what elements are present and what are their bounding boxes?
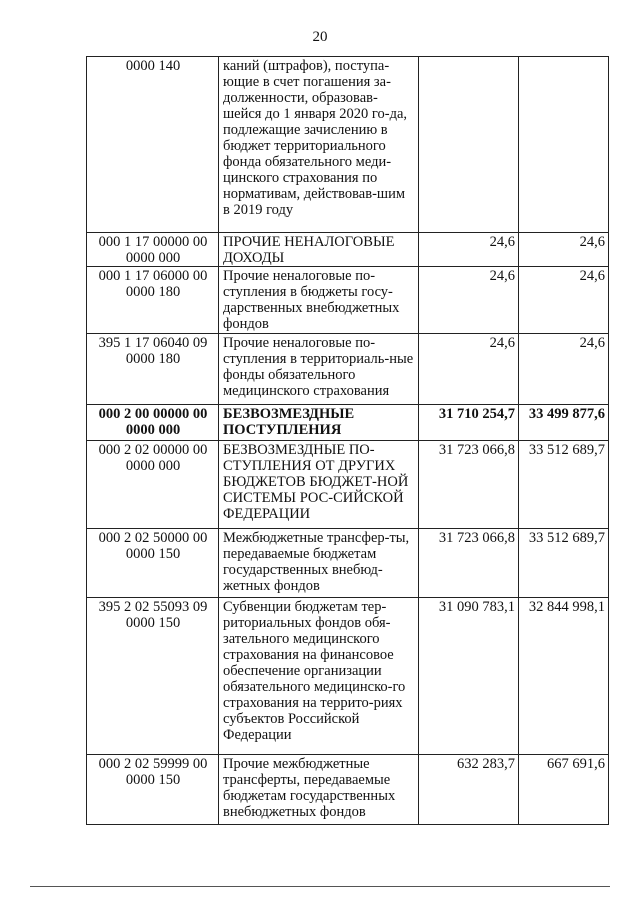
budget-revenue-table (86, 56, 609, 825)
amount-cell: 33 512 689,7 (519, 441, 609, 529)
table-row (87, 441, 609, 529)
amount-cell: 32 844 998,1 (519, 598, 609, 755)
amount-cell: 33 512 689,7 (519, 529, 609, 598)
table-row (87, 334, 609, 405)
table-row (87, 755, 609, 825)
amount-cell: 24,6 (519, 267, 609, 334)
revenue-name-cell: каний (штрафов), поступа-ющие в счет погашения за-долженности, образовав-шейся до 1 января 2020 го-да, подлежащие зачислению в бюджет территориального фонда обязательного меди-цинского страхования по нормативам, действовав-шим в 2019 году (219, 57, 419, 233)
table-row-section-total (87, 405, 609, 441)
amount-cell: 24,6 (419, 233, 519, 267)
amount-cell (519, 57, 609, 233)
amount-cell: 24,6 (419, 334, 519, 405)
budget-code-cell: 000 1 17 06000 00 0000 180 (87, 267, 219, 334)
budget-code-cell: 000 2 02 50000 00 0000 150 (87, 529, 219, 598)
amount-cell: 24,6 (519, 233, 609, 267)
page-number: 20 (312, 29, 328, 45)
table-row (87, 233, 609, 267)
amount-cell: 31 090 783,1 (419, 598, 519, 755)
amount-cell: 31 723 066,8 (419, 441, 519, 529)
budget-code-cell: 000 2 02 59999 00 0000 150 (87, 755, 219, 825)
revenue-name-cell: Прочие неналоговые по-ступления в территориаль-ные фонды обязательного медицинского страхования (219, 334, 419, 405)
revenue-name-cell: БЕЗВОЗМЕЗДНЫЕ ПО-СТУПЛЕНИЯ ОТ ДРУГИХ БЮДЖЕТОВ БЮДЖЕТ-НОЙ СИСТЕМЫ РОС-СИЙСКОЙ ФЕДЕРАЦИИ (219, 441, 419, 529)
amount-cell: 31 710 254,7 (419, 405, 519, 441)
revenue-name-cell: Межбюджетные трансфер-ты, передаваемые бюджетам государственных внебюд-жетных фондов (219, 529, 419, 598)
amount-cell: 24,6 (419, 267, 519, 334)
table-row (87, 529, 609, 598)
table-row (87, 267, 609, 334)
amount-cell: 24,6 (519, 334, 609, 405)
budget-code-cell: 395 1 17 06040 09 0000 180 (87, 334, 219, 405)
budget-code-cell: 395 2 02 55093 09 0000 150 (87, 598, 219, 755)
budget-code-cell: 0000 140 (87, 57, 219, 233)
budget-code-cell: 000 1 17 00000 00 0000 000 (87, 233, 219, 267)
amount-cell: 31 723 066,8 (419, 529, 519, 598)
revenue-name-cell: БЕЗВОЗМЕЗДНЫЕ ПОСТУПЛЕНИЯ (219, 405, 419, 441)
amount-cell: 632 283,7 (419, 755, 519, 825)
table-row (87, 57, 609, 233)
table-row (87, 598, 609, 755)
amount-cell (419, 57, 519, 233)
revenue-name-cell: Прочие неналоговые по-ступления в бюджеты госу-дарственных внебюджетных фондов (219, 267, 419, 334)
revenue-name-cell: Субвенции бюджетам тер-риториальных фондов обя-зательного медицинского страхования на финансовое обеспечение организации обязательного медицинско-го страхования на террито-риях субъектов Российской Федерации (219, 598, 419, 755)
budget-code-cell: 000 2 02 00000 00 0000 000 (87, 441, 219, 529)
budget-code-cell: 000 2 00 00000 00 0000 000 (87, 405, 219, 441)
revenue-name-cell: ПРОЧИЕ НЕНАЛОГОВЫЕ ДОХОДЫ (219, 233, 419, 267)
revenue-name-cell: Прочие межбюджетные трансферты, передаваемые бюджетам государственных внебюджетных фондов (219, 755, 419, 825)
amount-cell: 667 691,6 (519, 755, 609, 825)
amount-cell: 33 499 877,6 (519, 405, 609, 441)
page-bottom-divider (30, 886, 610, 887)
